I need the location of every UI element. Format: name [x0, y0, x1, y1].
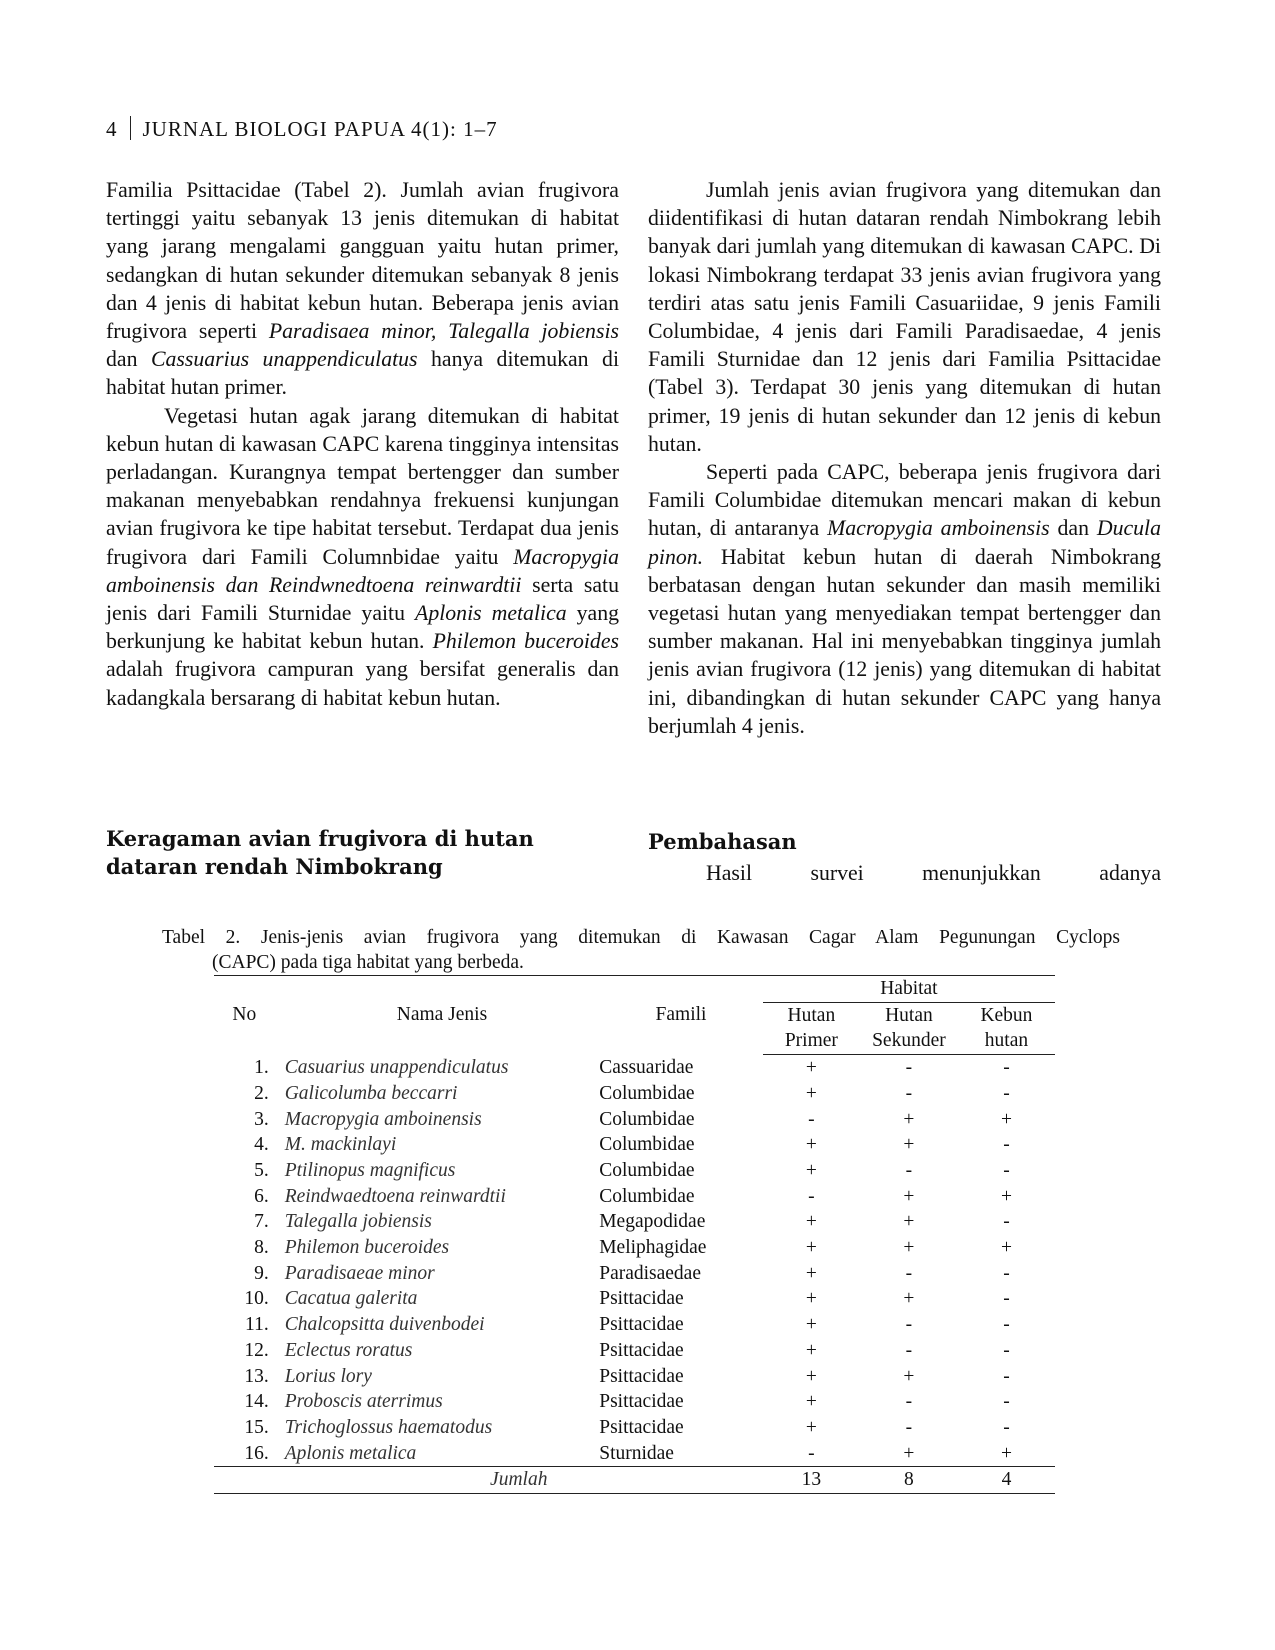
table-row — [214, 1235, 1055, 1261]
caption-line: (CAPC) pada tiga habitat yang berbeda. — [212, 952, 524, 973]
primer-value: + — [805, 1339, 817, 1361]
species-name: Aplonis metalica — [284, 1442, 417, 1464]
kebun-value: - — [1003, 1391, 1010, 1413]
species-name: Galicolumba beccarri — [284, 1082, 458, 1104]
table-row — [214, 1107, 1055, 1133]
header-primer: Hutan — [787, 1004, 836, 1026]
species-name: Lorius lory — [284, 1365, 372, 1387]
right-column — [648, 176, 1161, 740]
row-number: 10. — [244, 1288, 269, 1310]
kebun-value: - — [1003, 1159, 1010, 1181]
kebun-value: - — [1003, 1288, 1010, 1310]
primer-value: + — [805, 1057, 817, 1079]
header-sekunder-2: Sekunder — [860, 1028, 958, 1054]
family-name: Psittacidae — [599, 1416, 684, 1438]
family-name: Sturnidae — [599, 1442, 674, 1464]
kebun-value: - — [1003, 1365, 1010, 1387]
total-kebun: 4 — [958, 1467, 1055, 1494]
table-row — [214, 1158, 1055, 1184]
primer-value: + — [805, 1159, 817, 1181]
kebun-value: - — [1003, 1057, 1010, 1079]
table-row — [214, 1338, 1055, 1364]
section-title-pembahasan: Pembahasan — [648, 829, 797, 854]
kebun-value: + — [1000, 1108, 1012, 1130]
kebun-value: - — [1003, 1339, 1010, 1361]
kebun-value: + — [1000, 1442, 1012, 1464]
species-name: Macropygia amboinensis — [284, 1108, 482, 1130]
row-number: 6. — [254, 1185, 269, 1207]
total-row — [214, 1467, 1055, 1494]
species-name: Ptilinopus magnificus — [284, 1159, 456, 1181]
sekunder-value: - — [905, 1314, 913, 1336]
page-number: 4 — [106, 117, 118, 141]
table-row — [214, 1209, 1055, 1235]
header-kebun-2: hutan — [958, 1028, 1055, 1054]
family-name: Columbidae — [599, 1082, 695, 1104]
primer-value: + — [805, 1237, 817, 1259]
header-no: No — [214, 976, 275, 1055]
kebun-value: - — [1003, 1416, 1010, 1438]
row-number: 2. — [254, 1082, 269, 1104]
sekunder-value: + — [903, 1185, 915, 1207]
sekunder-value: - — [905, 1391, 913, 1413]
header-name: Nama Jenis — [275, 976, 600, 1055]
family-name: Paradisaedae — [599, 1262, 701, 1284]
row-number: 11. — [245, 1314, 269, 1336]
family-name: Columbidae — [599, 1134, 695, 1156]
paragraph-start: Hasil survei menunjukkan adanya — [706, 861, 1161, 885]
species-name: Proboscis aterrimus — [284, 1391, 443, 1413]
species-name: Cacatua galerita — [284, 1288, 418, 1310]
table-row — [214, 1261, 1055, 1287]
primer-value: + — [805, 1082, 817, 1104]
family-name: Columbidae — [599, 1159, 695, 1181]
species-name: Philemon buceroides — [284, 1237, 450, 1259]
running-header — [106, 116, 498, 142]
family-name: Columbidae — [599, 1108, 695, 1130]
species-name: Reindwaedtoena reinwardtii — [284, 1185, 506, 1207]
kebun-value: + — [1000, 1185, 1012, 1207]
species-name: Trichoglossus haematodus — [284, 1416, 493, 1438]
header-sekunder: Hutan — [885, 1004, 933, 1026]
family-name: Psittacidae — [599, 1314, 684, 1336]
primer-value: + — [805, 1365, 817, 1387]
table-body — [214, 1055, 1055, 1467]
sekunder-value: - — [905, 1339, 913, 1361]
family-name: Columbidae — [599, 1185, 695, 1207]
species-name: Talegalla jobiensis — [284, 1211, 432, 1233]
species-name: Paradisaeae minor — [284, 1262, 435, 1284]
sekunder-value: - — [905, 1082, 913, 1104]
primer-value: - — [808, 1442, 815, 1464]
left-column — [106, 176, 619, 712]
caption-line: Tabel 2. Jenis-jenis avian frugivora yang ditemukan di Kawasan Cagar Alam Pegunungan Cyclops — [162, 927, 1120, 948]
species-name: Casuarius unappendiculatus — [284, 1056, 509, 1078]
primer-value: + — [805, 1416, 817, 1438]
sekunder-value: - — [905, 1416, 913, 1438]
sekunder-value: + — [903, 1288, 915, 1310]
family-name: Psittacidae — [599, 1288, 684, 1310]
sekunder-value: + — [903, 1365, 915, 1387]
primer-value: + — [805, 1262, 817, 1284]
paragraph: Vegetasi hutan agak jarang ditemukan di habitat kebun hutan di kawasan CAPC karena tingginya intensitas perladangan. Kurangnya tempat bertengger dan sumber makanan menyebabkan rendahnya frekuensi kunjungan avian frugivora ke tipe habitat tersebut. Terdapat dua jenis frugivora dari Famili Columnbidae yaitu Macropygia amboinensis dan Reindwnedtoena reinwardtii serta satu jenis dari Famili Sturnidae yaitu Aplonis metalica yang berkunjung ke habitat kebun hutan. Philemon buceroides adalah frugivora campuran yang bersifat generalis dan kadangkala bersarang di habitat kebun hutan. — [106, 403, 619, 710]
section-title: Keragaman avian frugivora di hutan dataran rendah Nimbokrang — [106, 826, 534, 879]
family-name: Meliphagidae — [599, 1237, 707, 1259]
total-label: Jumlah — [275, 1467, 763, 1494]
species-table — [214, 975, 1055, 1494]
table-row — [214, 1055, 1055, 1081]
paragraph: Seperti pada CAPC, beberapa jenis frugivora dari Famili Columbidae ditemukan mencari makan di kebun hutan, di antaranya Macropygia amboinensis dan Ducula pinon. Habitat kebun hutan di daerah Nimbokrang berbatasan dengan hutan sekunder dan masih memiliki vegetasi hutan yang menyediakan tempat bertengger dan sumber makanan. Hal ini menyebabkan tingginya jumlah jenis avian frugivora (12 jenis) yang ditemukan di habitat ini, dibandingkan di hutan sekunder CAPC yang hanya berjumlah 4 jenis. — [648, 460, 1161, 738]
species-name: Chalcopsitta duivenbodei — [284, 1314, 485, 1336]
table-row — [214, 1286, 1055, 1312]
total-primer: 13 — [763, 1467, 860, 1494]
family-name: Psittacidae — [599, 1365, 684, 1387]
kebun-value: - — [1003, 1314, 1010, 1336]
row-number: 13. — [244, 1365, 269, 1387]
table-caption — [162, 925, 1120, 975]
row-number: 12. — [244, 1339, 269, 1361]
kebun-value: - — [1003, 1211, 1010, 1233]
primer-value: + — [805, 1134, 817, 1156]
family-name: Megapodidae — [599, 1211, 706, 1233]
total-sekunder: 8 — [860, 1467, 958, 1494]
row-number: 3. — [254, 1108, 269, 1130]
species-name: Eclectus roratus — [284, 1339, 413, 1361]
header-habitat: Habitat — [763, 976, 1055, 1003]
kebun-value: - — [1003, 1262, 1010, 1284]
sekunder-value: - — [905, 1159, 913, 1181]
header-kebun: Kebun — [980, 1004, 1033, 1026]
sekunder-value: - — [905, 1262, 913, 1284]
table-row — [214, 1184, 1055, 1210]
paragraph: Familia Psittacidae (Tabel 2). Jumlah avian frugivora tertinggi yaitu sebanyak 13 jenis ditemukan di habitat yang jarang mengalami gangguan yaitu hutan primer, sedangkan di hutan sekunder ditemukan sebanyak 8 jenis dan 4 jenis di habitat kebun hutan. Beberapa jenis avian frugivora seperti Paradisaea minor, Talegalla jobiensis dan Cassuarius unappendiculatus hanya ditemukan di habitat hutan primer. — [106, 178, 619, 400]
header-primer-2: Primer — [763, 1028, 860, 1054]
table-row — [214, 1415, 1055, 1441]
table-row — [214, 1132, 1055, 1158]
primer-value: + — [805, 1314, 817, 1336]
species-name: M. mackinlayi — [284, 1134, 397, 1156]
kebun-value: - — [1003, 1082, 1010, 1104]
sekunder-value: + — [903, 1237, 915, 1259]
family-name: Cassuaridae — [599, 1056, 694, 1078]
row-number: 16. — [244, 1442, 269, 1464]
row-number: 1. — [254, 1056, 269, 1078]
row-number: 8. — [254, 1237, 269, 1259]
header-divider — [130, 116, 131, 140]
journal-title: JURNAL BIOLOGI PAPUA 4(1): 1–7 — [142, 117, 498, 141]
header-family: Famili — [599, 976, 763, 1055]
primer-value: + — [805, 1391, 817, 1413]
table-row — [214, 1441, 1055, 1467]
table-row — [214, 1389, 1055, 1415]
sekunder-value: + — [903, 1134, 915, 1156]
family-name: Psittacidae — [599, 1339, 684, 1361]
table-row — [214, 1364, 1055, 1390]
kebun-value: - — [1003, 1134, 1010, 1156]
kebun-value: + — [1000, 1237, 1012, 1259]
row-number: 4. — [254, 1134, 269, 1156]
family-name: Psittacidae — [599, 1391, 684, 1413]
primer-value: + — [805, 1211, 817, 1233]
row-number: 15. — [244, 1416, 269, 1438]
primer-value: - — [808, 1108, 815, 1130]
row-number: 14. — [244, 1391, 269, 1413]
paragraph: Jumlah jenis avian frugivora yang ditemukan dan diidentifikasi di hutan dataran rendah Nimbokrang lebih banyak dari jumlah yang ditemukan di kawasan CAPC. Di lokasi Nimbokrang terdapat 33 jenis avian frugivora yang terdiri atas satu jenis Famili Casuariidae, 9 jenis Famili Columbidae, 4 jenis dari Famili Paradisaedae, 4 jenis Famili Sturnidae dan 12 jenis dari Familia Psittacidae (Tabel 3). Terdapat 30 jenis yang ditemukan di hutan primer, 19 jenis di hutan sekunder dan 12 jenis di kebun hutan. — [648, 178, 1161, 456]
table-row — [214, 1081, 1055, 1107]
sekunder-value: - — [905, 1057, 913, 1079]
table-row — [214, 1312, 1055, 1338]
row-number: 5. — [254, 1159, 269, 1181]
sekunder-value: + — [903, 1211, 915, 1233]
row-number: 7. — [254, 1211, 269, 1233]
primer-value: - — [808, 1185, 815, 1207]
primer-value: + — [805, 1288, 817, 1310]
row-number: 9. — [254, 1262, 269, 1284]
sekunder-value: + — [903, 1442, 915, 1464]
sekunder-value: + — [903, 1108, 915, 1130]
total-spacer — [214, 1467, 275, 1494]
